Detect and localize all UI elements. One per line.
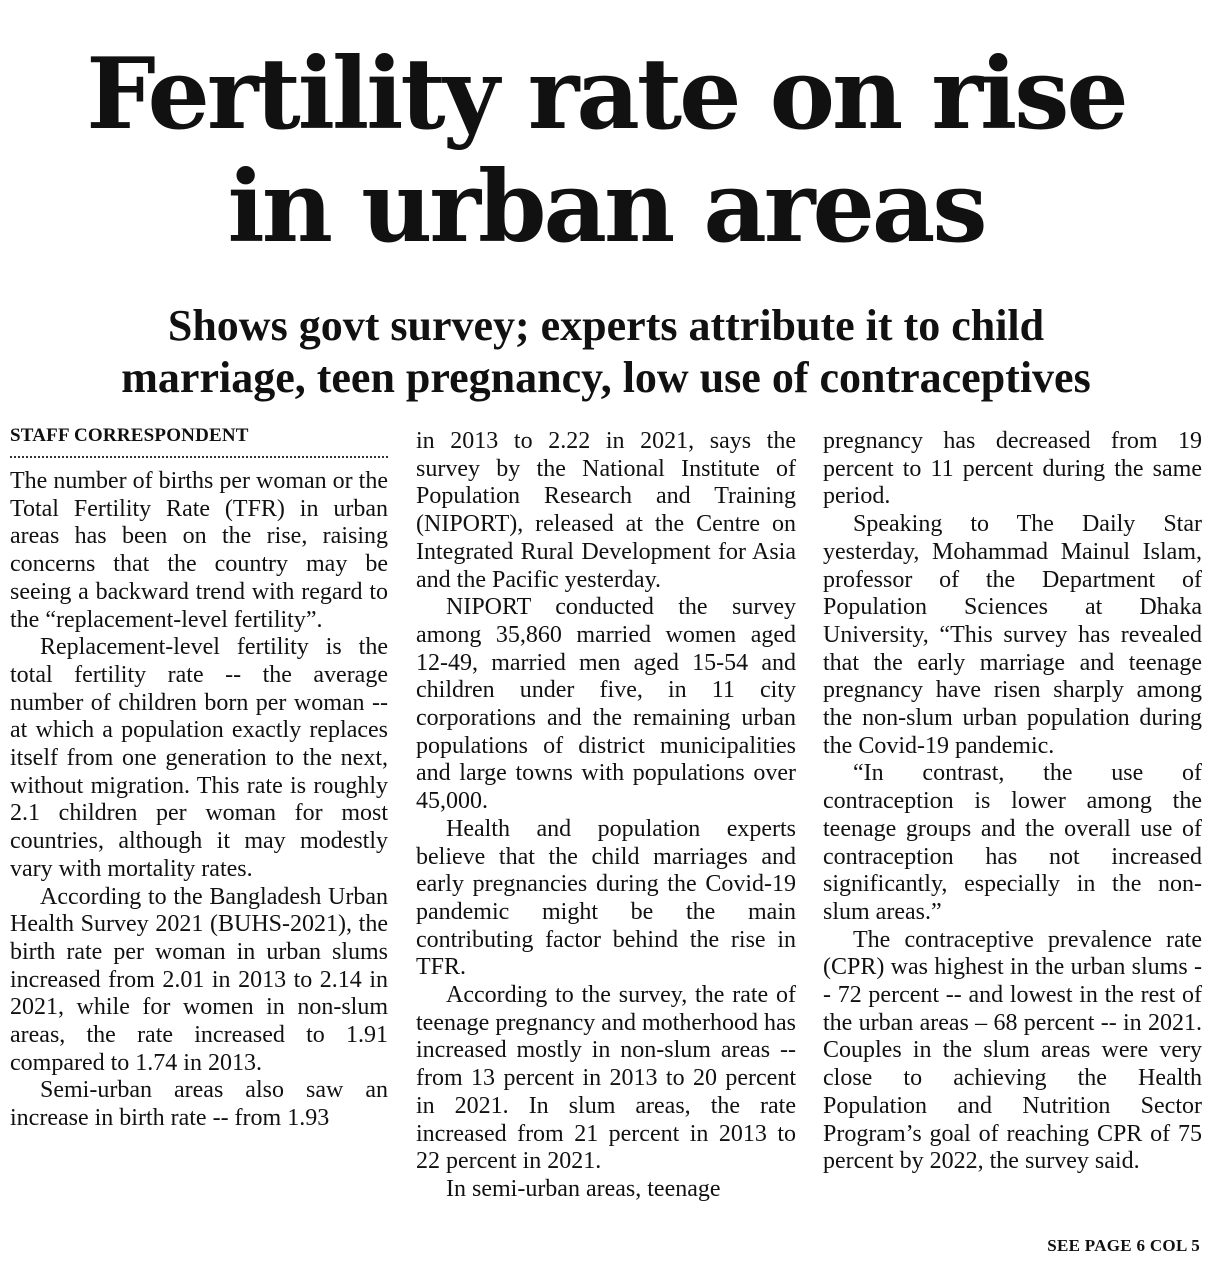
byline: STAFF CORRESPONDENT: [10, 418, 388, 458]
subheadline-line-1: Shows govt survey; experts attribute it to child: [167, 301, 1045, 350]
paragraph: In semi-urban areas, teenage: [446, 1175, 721, 1202]
paragraph: The number of births per woman or the Total Fertility Rate (TFR) in urban areas has been on the rise, raising concerns that the country may be seeing a backward trend with regard to the “replacement-level fertility”.: [10, 468, 388, 633]
paragraph: “In contrast, the use of contraception is lower among the teenage groups and the overall use of contraception has not increased significantly, especially in the non-slum areas.”: [823, 760, 1202, 925]
continuation-jump: SEE PAGE 6 COL 5: [1047, 1236, 1200, 1255]
paragraph: pregnancy has decreased from 19 percent to 11 percent during the same period.: [823, 428, 1202, 510]
paragraph: Health and population experts believe that the child marriages and early pregnancies during the Covid-19 pandemic might be the main contributing factor behind the rise in TFR.: [416, 815, 796, 981]
headline-line-2: in urban areas: [227, 150, 985, 265]
paragraph: Speaking to The Daily Star yesterday, Mohammad Mainul Islam, professor of the Department of Population Sciences at Dhaka University, “This survey has revealed that the early marriage and teenage pregnancy have risen sharply among the non-slum urban population during the Covid-19 pandemic.: [823, 511, 1202, 759]
article-column-3: [823, 428, 1202, 1251]
subheadline-line-2: marriage, teen pregnancy, low use of contraceptives: [121, 353, 1091, 402]
headline: [0, 38, 1212, 264]
paragraph: The contraceptive prevalence rate (CPR) was highest in the urban slums -- 72 percent -- and lowest in the rest of the urban areas – 68 percent -- in 2021. Couples in the slum areas were very close to achieving the Health Population and Nutrition Sector Program’s goal of reaching CPR of 75 percent by 2022, the survey said.: [823, 926, 1202, 1175]
paragraph: Replacement-level fertility is the total fertility rate -- the average number of children born per woman -- at which a population exactly replaces itself from one generation to the next, without migration. This rate is roughly 2.1 children per woman for most countries, although it may modestly vary with mortality rates.: [10, 634, 388, 882]
headline-line-1: Fertility rate on rise: [86, 37, 1126, 152]
article-column-1: [10, 418, 388, 1251]
paragraph: According to the survey, the rate of teenage pregnancy and motherhood has increased mostly in non-slum areas -- from 13 percent in 2013 to 20 percent in 2021. In slum areas, the rate increased from 21 percent in 2013 to 22 percent in 2021.: [416, 982, 796, 1175]
paragraph: in 2013 to 2.22 in 2021, says the survey by the National Institute of Population Research and Training (NIPORT), released at the Centre on Integrated Rural Development for Asia and the Pacific yesterday.: [416, 428, 796, 593]
article-column-2: [416, 428, 796, 1251]
paragraph: According to the Bangladesh Urban Health Survey 2021 (BUHS-2021), the birth rate per woman in urban slums increased from 2.01 in 2013 to 2.14 in 2021, while for women in non-slum areas, the rate increased to 1.91 compared to 1.74 in 2013.: [10, 883, 388, 1076]
subheadline: [0, 300, 1212, 404]
paragraph: Semi-urban areas also saw an increase in birth rate -- from 1.93: [10, 1077, 388, 1132]
paragraph: NIPORT conducted the survey among 35,860 married women aged 12-49, married men aged 15-54 and children under five, in 11 city corporations and the remaining urban populations of district municipalities and large towns with populations over 45,000.: [416, 594, 796, 815]
